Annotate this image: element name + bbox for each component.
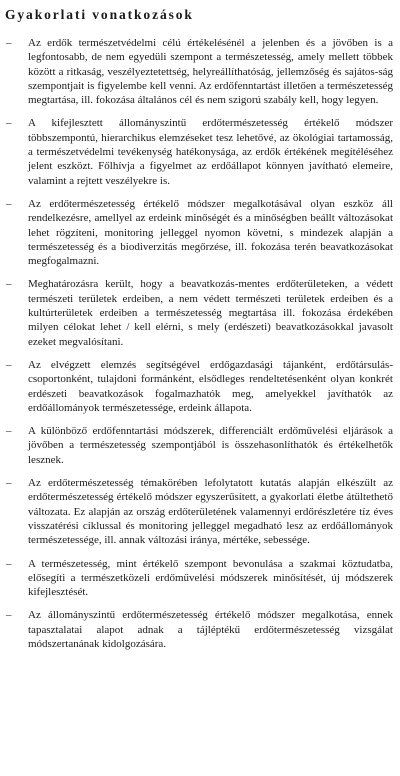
list-item-text: Az erdőtermészetesség témakörében lefolytatott kutatás alapján elkészült az erdőtermészetesség értékelő módszer egyszerűsített, a gyakorlati életbe átültethető változata. Ez alapján az ország erdőterületének valamennyi erdőrészletére tíz éves visszatérési ciklussal és monitoring jelleggel megadható lesz az erdőállományok természetessége, ill. annak változási iránya, mértéke, sebessége. (28, 477, 393, 547)
list-item-text: A különböző erdőfenntartási módszerek, differenciált erdőművelési eljárások a jövőben a természetesség szempontjából is összehasonlíthatók és értékelhetők lesznek. (28, 425, 393, 466)
dash-bullet: – (6, 425, 12, 438)
list-item (5, 557, 393, 600)
list-item (5, 277, 393, 348)
list-item (5, 197, 393, 268)
list-item (5, 116, 393, 187)
list-item (5, 608, 393, 651)
list-item-text: Az elvégzett elemzés segítségével erdőgazdasági tájanként, erdőtársulás-csoportonként, tulajdoni formánként, elsődleges rendeltetésenként olyan konkrét erdészeti beavatkozások fogalmazhatók meg, amelyekkel javíthatók az erdőállományok természetessége, erdeink állapota. (28, 358, 393, 414)
list-item-text: A kifejlesztett állományszintű erdőtermészetesség értékelő módszer többszempontú, hierarchikus elemzéseket tesz lehetővé, az ökológiai tartamosság, a természetvédelmi tevékenység hatékonysága, az erdők értékének megítéléséhez jelent eszközt. Főlhívja a figyelmet az erdőállapot könnyen javítható elemeire, valamint a rejtett veszélyekre is. (28, 117, 393, 187)
dash-bullet: – (6, 278, 12, 291)
dash-bullet: – (6, 117, 12, 130)
list-item (5, 424, 393, 467)
list-item-text: Meghatározásra került, hogy a beavatkozás-mentes erdőterületeken, a védett természeti területek erdeiben, a nem védett természeti területek erdeiben és a kultúrterületek erdeiben a természetesség megtartása ill. fokozása érdekében milyen célokat lehet / kell elérni, s mely (erdészeti) beavatkozásokkal javasolt ezeket megvalósítani. (28, 278, 393, 348)
list-item (5, 36, 393, 107)
dash-bullet: – (6, 609, 12, 622)
list-item-text: A természetesség, mint értékelő szempont bevonulása a szakmai köztudatba, elősegíti a természetközeli erdőművelési módszerek minősítését, új módszerek kifejlesztését. (28, 557, 393, 599)
list-item (5, 476, 393, 547)
document-page (5, 6, 393, 660)
dash-bullet: – (6, 37, 12, 49)
section-heading: Gyakorlati vonatkozások (5, 7, 194, 22)
list-item-text: Az erdőtermészetesség értékelő módszer megalkotásával olyan eszköz áll rendelkezésre, amellyel az erdeink minőségét és a minőségben beállt változásokat lehet rögzíteni, monitoring jelleggel nyomon követni, s mindezek alapján a természetesség és a biodiverzitás megőrzése, ill. fokozása terén beavatkozásokat megfogalmazni. (28, 197, 393, 268)
dash-bullet: – (6, 197, 12, 210)
list-item (5, 358, 393, 415)
dash-bullet: – (6, 477, 12, 490)
dash-bullet: – (6, 358, 12, 371)
list-item-text: Az állományszintű erdőtermészetesség értékelő módszer megalkotása, ennek tapasztalatai alapot adnak a tájléptékű erdőtermészetesség vizsgálat módszertanának kidolgozására. (28, 609, 393, 650)
bullet-list (5, 36, 393, 651)
dash-bullet: – (6, 557, 12, 570)
list-item-text: Az erdők természetvédelmi célú értékelésénél a jelenben és a jövőben is a legfontosabb, de nem egyedüli szempont a természetesség, amely mellett többek között a ritkaság, veszélyeztetettség, helyreállíthatóság, jellemzőség és sajátos-ság szempontjait is figyelembe kell venni. Az erdőfenntartást illetően a természetesség megtartása, ill. fokozása általános cél és nem szigorú szabály kell, hogy legyen. (28, 37, 393, 107)
